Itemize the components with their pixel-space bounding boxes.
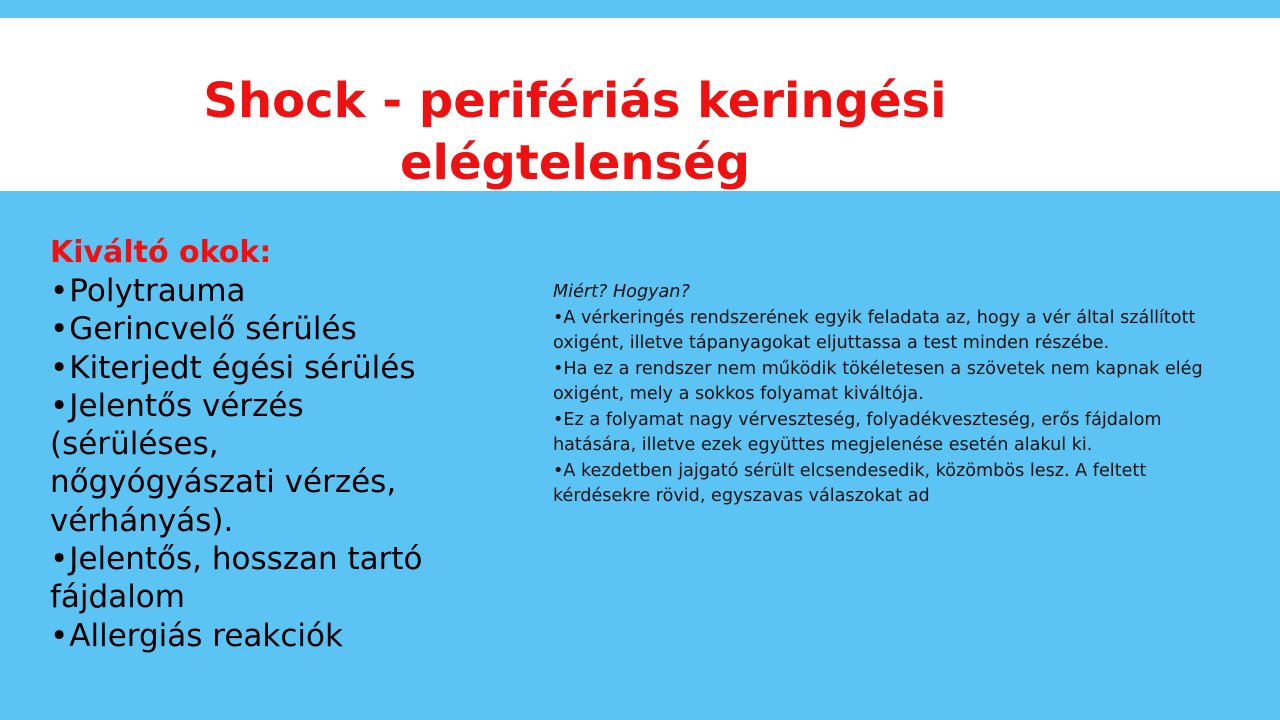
causes-heading: Kiváltó okok: (50, 235, 272, 270)
explanation-paragraph: •Ha ez a rendszer nem működik tökéletesen a szövetek nem kapnak elég oxigént, mely a sokkos folyamat kiváltója. (553, 358, 1203, 404)
list-item: •Jelentős, hosszan tartó fájdalom (50, 541, 423, 616)
bullet-icon: • (50, 617, 69, 654)
bullet-icon: • (50, 349, 69, 386)
bullet-icon: • (50, 541, 69, 578)
list-item: •Gerincvelő sérülés (50, 311, 357, 348)
explanation-paragraph: •A kezdetben jajgató sérült elcsendesedik, közömbös lesz. A feltett kérdésekre rövid, egyszavas válaszokat ad (553, 460, 1147, 506)
slide-title (150, 70, 1000, 194)
list-item: •Jelentős vérzés (sérüléses, nőgyógyászati vérzés, vérhányás). (50, 387, 397, 539)
slide-title-line-2: elégtelenség (399, 135, 751, 191)
explanation-panel (553, 280, 1213, 510)
explanation-paragraph: •Ez a folyamat nagy vérveszteség, folyadékveszteség, erős fájdalom hatására, illetve ezek együttes megjelenése esetén alakul ki. (553, 409, 1162, 455)
explanation-paragraph: •A vérkeringés rendszerének egyik feladata az, hogy a vér által szállított oxigént, illetve tápanyagokat eljuttassa a test minden részébe. (553, 307, 1196, 353)
causes-panel (50, 234, 450, 655)
list-item: •Polytrauma (50, 273, 246, 309)
list-item: •Kiterjedt égési sérülés (50, 349, 416, 386)
bullet-icon: • (50, 273, 69, 309)
slide-title-line-1: Shock - perifériás keringési (203, 73, 947, 129)
explanation-question: Miért? Hogyan? (553, 282, 690, 302)
bullet-icon: • (50, 387, 69, 424)
causes-list (50, 272, 450, 655)
top-accent-strip (0, 0, 1280, 18)
list-item: •Allergiás reakciók (50, 617, 343, 654)
bullet-icon: • (50, 311, 69, 348)
